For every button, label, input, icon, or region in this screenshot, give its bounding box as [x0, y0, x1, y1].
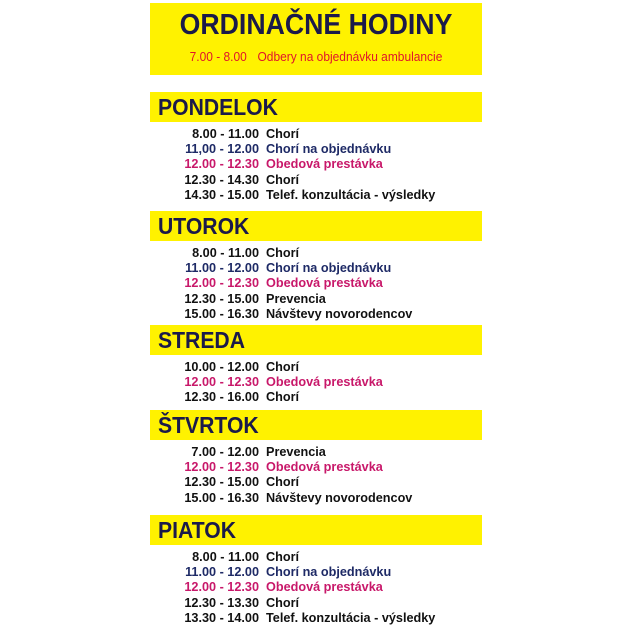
- schedule-row: [150, 156, 482, 171]
- activity-label: Telef. konzultácia - výsledky: [266, 186, 436, 202]
- activity-label: Návštevy novorodencov: [266, 305, 413, 321]
- title-banner: [150, 3, 482, 75]
- activity-label: Chorí na objednávku: [266, 564, 392, 580]
- activity-label: Telef. konzultácia - výsledky: [266, 609, 436, 625]
- day-section: [150, 410, 482, 505]
- schedule-row: [150, 444, 482, 459]
- activity-label: Obedová prestávka: [266, 374, 383, 390]
- time-range: 10.00 - 12.00: [184, 359, 259, 374]
- time-range: 15.00 - 16.30: [184, 305, 259, 321]
- schedule-list: [150, 545, 482, 625]
- time-range: 11,00 - 12.00: [185, 141, 259, 157]
- schedule-list: [150, 122, 482, 202]
- schedule-row: [150, 141, 482, 156]
- schedule-row: [150, 389, 482, 404]
- schedule-row: [150, 579, 482, 594]
- schedule-row: [150, 359, 482, 374]
- day-section: [150, 92, 482, 202]
- time-range: 14.30 - 15.00: [184, 186, 259, 202]
- schedule-row: [150, 564, 482, 579]
- activity-label: Prevencia: [266, 290, 326, 306]
- day-name: ŠTVRTOK: [158, 412, 259, 438]
- subtitle-text: Odbery na objednávku ambulancie: [257, 49, 443, 64]
- time-range: 12.00 - 12.30: [184, 275, 259, 291]
- activity-label: Chorí: [266, 474, 300, 490]
- schedule-row: [150, 172, 482, 187]
- page-title: ORDINAČNÉ HODINY: [179, 9, 453, 41]
- time-range: 12.30 - 14.30: [184, 171, 259, 187]
- time-range: 12.30 - 13.30: [184, 594, 259, 610]
- day-name: UTOROK: [158, 213, 250, 239]
- activity-label: Obedová prestávka: [266, 156, 383, 172]
- day-header: [150, 92, 482, 122]
- time-range: 8.00 - 11.00: [192, 549, 259, 564]
- time-range: 7.00 - 12.00: [191, 444, 259, 459]
- time-range: 8.00 - 11.00: [192, 126, 259, 141]
- day-section: [150, 515, 482, 625]
- activity-label: Chorí na objednávku: [266, 260, 392, 276]
- schedule-row: [150, 595, 482, 610]
- activity-label: Prevencia: [266, 444, 326, 459]
- schedule-row: [150, 275, 482, 290]
- activity-label: Chorí: [266, 389, 300, 405]
- day-name: PIATOK: [158, 517, 236, 543]
- schedule-list: [150, 355, 482, 405]
- time-range: 13.30 - 14.00: [184, 609, 259, 625]
- activity-label: Chorí: [266, 594, 300, 610]
- day-header: [150, 410, 482, 440]
- time-range: 12.00 - 12.30: [184, 156, 259, 172]
- day-header: [150, 211, 482, 241]
- activity-label: Obedová prestávka: [266, 275, 383, 291]
- day-name: PONDELOK: [158, 94, 278, 120]
- schedule-row: [150, 459, 482, 474]
- activity-label: Obedová prestávka: [266, 459, 383, 475]
- time-range: 11.00 - 12.00: [185, 260, 259, 276]
- activity-label: Chorí: [266, 549, 300, 564]
- day-section: [150, 325, 482, 405]
- time-range: 12.30 - 16.00: [184, 389, 259, 405]
- activity-label: Chorí na objednávku: [266, 141, 392, 157]
- day-header: [150, 325, 482, 355]
- day-header: [150, 515, 482, 545]
- schedule-row: [150, 474, 482, 489]
- schedule-row: [150, 245, 482, 260]
- schedule-row: [150, 549, 482, 564]
- activity-label: Chorí: [266, 126, 300, 141]
- activity-label: Chorí: [266, 359, 300, 374]
- schedule-row: [150, 126, 482, 141]
- schedule-row: [150, 260, 482, 275]
- schedule-row: [150, 187, 482, 202]
- schedule-row: [150, 374, 482, 389]
- time-range: 12.30 - 15.00: [184, 290, 259, 306]
- time-range: 15.00 - 16.30: [184, 489, 259, 505]
- activity-label: Obedová prestávka: [266, 579, 383, 595]
- day-section: [150, 211, 482, 321]
- subtitle-time: 7.00 - 8.00: [189, 49, 247, 64]
- schedule-row: [150, 610, 482, 625]
- schedule-row: [150, 306, 482, 321]
- activity-label: Chorí: [266, 245, 300, 260]
- time-range: 11.00 - 12.00: [185, 564, 259, 580]
- time-range: 8.00 - 11.00: [192, 245, 259, 260]
- schedule-list: [150, 241, 482, 321]
- time-range: 12.00 - 12.30: [184, 374, 259, 390]
- time-range: 12.00 - 12.30: [184, 459, 259, 475]
- schedule-row: [150, 490, 482, 505]
- schedule-row: [150, 291, 482, 306]
- schedule-list: [150, 440, 482, 505]
- activity-label: Chorí: [266, 171, 300, 187]
- activity-label: Návštevy novorodencov: [266, 489, 413, 505]
- subtitle: [163, 49, 468, 64]
- time-range: 12.00 - 12.30: [184, 579, 259, 595]
- day-name: STREDA: [158, 327, 245, 353]
- time-range: 12.30 - 15.00: [184, 474, 259, 490]
